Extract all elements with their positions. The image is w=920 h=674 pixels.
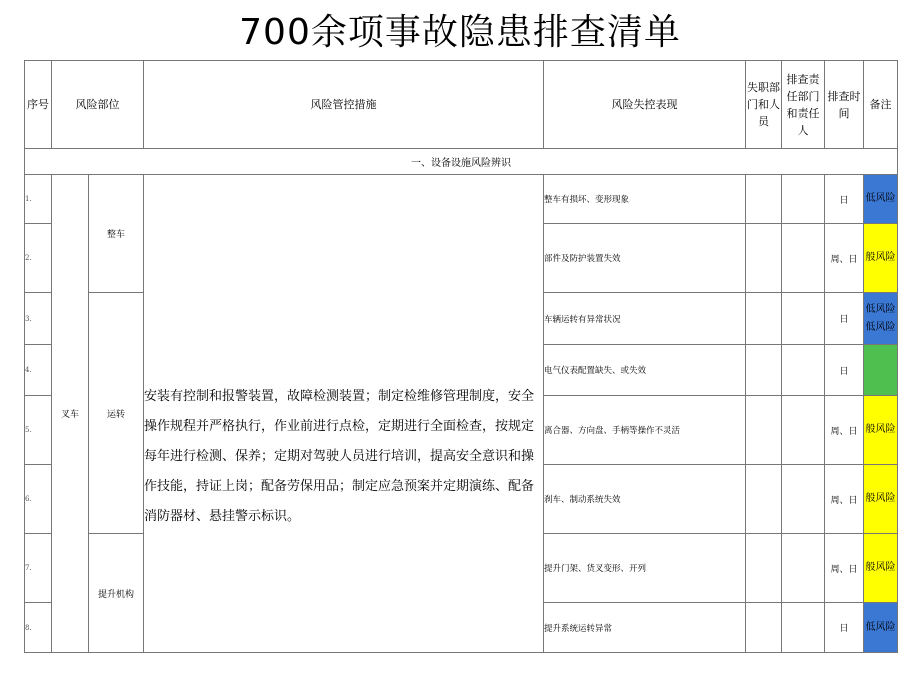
time-cell: 周、日 [825, 534, 864, 603]
check-dept-cell [782, 175, 825, 224]
header-measures: 风险管控措施 [144, 61, 544, 149]
section-row [25, 149, 898, 175]
symptom-cell: 离合器、方向盘、手柄等操作不灵活 [544, 396, 746, 465]
row-number: 2. [25, 224, 52, 293]
row-number: 1. [25, 175, 52, 224]
header-row [25, 61, 898, 149]
dept-cell [746, 345, 782, 396]
symptom-cell: 电气仪表配置缺失、或失效 [544, 345, 746, 396]
risk-badge: 低风险 [864, 175, 898, 224]
risk-badge: 般风险 [864, 224, 898, 293]
header-remark: 备注 [864, 61, 898, 149]
dept-cell [746, 175, 782, 224]
symptom-cell: 整车有损坏、变形现象 [544, 175, 746, 224]
subpart-cell: 整车 [89, 175, 144, 293]
page-title: 700余项事故隐患排查清单 [239, 12, 681, 53]
row-number: 8. [25, 603, 52, 653]
dept-cell [746, 534, 782, 603]
symptom-cell: 提升门架、货叉变形、开列 [544, 534, 746, 603]
header-part: 风险部位 [52, 61, 144, 149]
dept-cell [746, 396, 782, 465]
row-number: 3. [25, 293, 52, 345]
row-number: 4. [25, 345, 52, 396]
header-time: 排查时间 [825, 61, 864, 149]
row-number: 5. [25, 396, 52, 465]
check-dept-cell [782, 465, 825, 534]
time-cell: 周、日 [825, 465, 864, 534]
category-cell: 叉车 [52, 175, 89, 653]
risk-badge [864, 345, 898, 396]
table-row [25, 175, 898, 224]
header-no: 序号 [25, 61, 52, 149]
risk-badge: 般风险 [864, 534, 898, 603]
subpart-cell: 运转 [89, 293, 144, 534]
check-dept-cell [782, 345, 825, 396]
time-cell: 日 [825, 175, 864, 224]
dept-cell [746, 293, 782, 345]
measures-cell [144, 175, 544, 653]
header-dept: 失职部门和人员 [746, 61, 782, 149]
time-cell: 日 [825, 603, 864, 653]
check-dept-cell [782, 224, 825, 293]
row-number: 7. [25, 534, 52, 603]
check-dept-cell [782, 293, 825, 345]
check-dept-cell [782, 396, 825, 465]
header-check-dept: 排查责任部门和责任人 [782, 61, 825, 149]
subpart-cell: 提升机构 [89, 534, 144, 653]
section-title: 一、设备设施风险辨识 [25, 149, 898, 175]
symptom-cell: 车辆运转有异常状况 [544, 293, 746, 345]
dept-cell [746, 465, 782, 534]
time-cell: 周、日 [825, 396, 864, 465]
time-cell: 周、日 [825, 224, 864, 293]
risk-badge: 低风险 低风险 [864, 293, 898, 345]
risk-badge: 般风险 [864, 465, 898, 534]
hazard-table [24, 60, 898, 653]
check-dept-cell [782, 603, 825, 653]
header-symptom: 风险失控表现 [544, 61, 746, 149]
risk-badge: 般风险 [864, 396, 898, 465]
row-number: 6. [25, 465, 52, 534]
risk-badge: 低风险 [864, 603, 898, 653]
symptom-cell: 提升系统运转异常 [544, 603, 746, 653]
dept-cell [746, 224, 782, 293]
check-dept-cell [782, 534, 825, 603]
symptom-cell: 刹车、制动系统失效 [544, 465, 746, 534]
measures-text: 安装有控制和报警装置，故障检测装置；制定检维修管理制度，安全操作规程并严格执行，作业前进行点检，定期进行全面检查，按规定每年进行检测、保养；定期对驾驶人员进行培训，提高安全意识和操作技能，持证上岗；配备劳保用品；制定应急预案并定期演练、配备消防器材、悬挂警示标识。 [144, 388, 535, 524]
time-cell: 日 [825, 345, 864, 396]
time-cell: 日 [825, 293, 864, 345]
dept-cell [746, 603, 782, 653]
symptom-cell: 部件及防护装置失效 [544, 224, 746, 293]
